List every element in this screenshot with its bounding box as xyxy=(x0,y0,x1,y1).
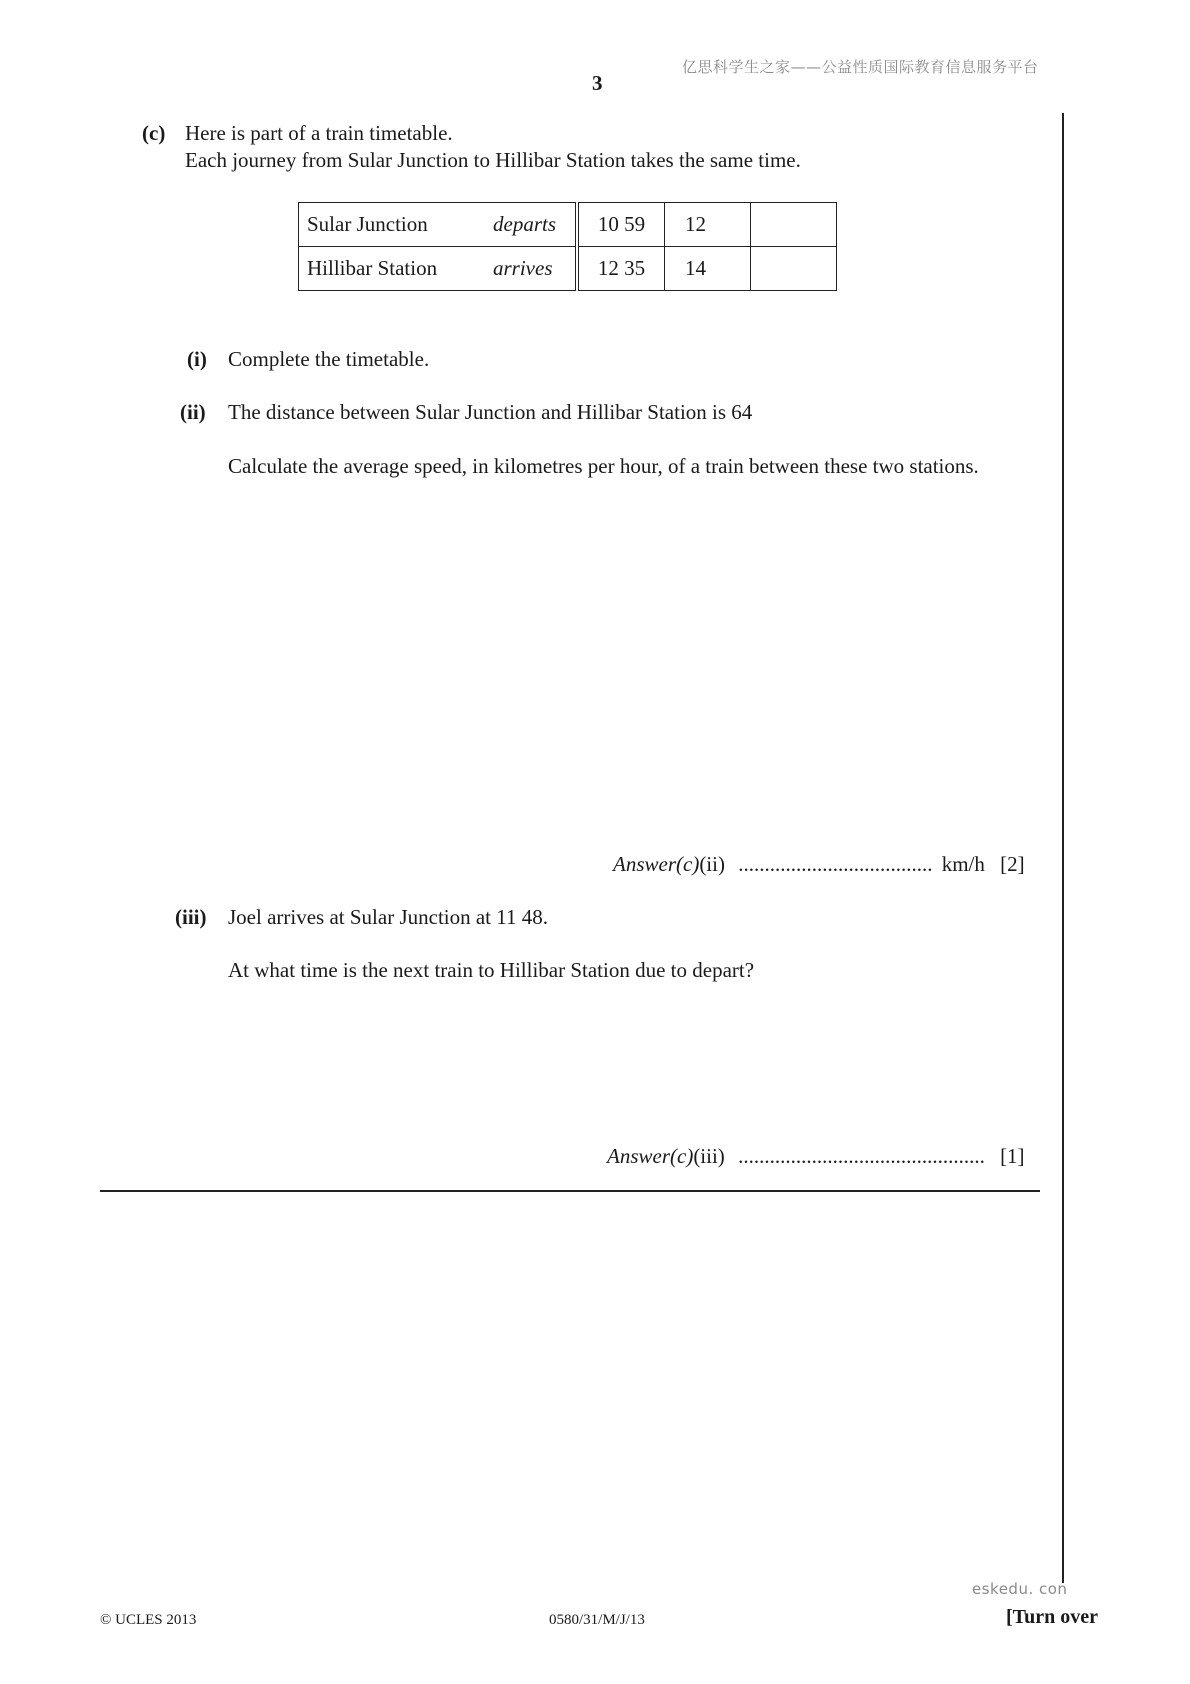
answer-iii-line xyxy=(607,1144,1025,1169)
copyright: © UCLES 2013 xyxy=(100,1612,197,1628)
answer-unit: km/h xyxy=(941,852,985,876)
time-cell: 10 59 xyxy=(577,203,665,247)
station-name: Hillibar Station xyxy=(307,256,438,280)
answer-iii-dots[interactable]: ............................................... xyxy=(738,1144,985,1168)
part-c-label: (c) xyxy=(142,121,166,145)
marks: [2] xyxy=(1000,852,1025,876)
sub-ii-label: (ii) xyxy=(180,400,206,424)
table-row xyxy=(299,203,837,247)
time-cell-blank xyxy=(751,203,837,247)
top-watermark: 亿思科学生之家——公益性质国际教育信息服务平台 xyxy=(682,58,1039,76)
station-verb: arrives xyxy=(493,256,553,280)
answer-part: (ii) xyxy=(699,852,725,876)
section-divider xyxy=(100,1190,1040,1192)
part-c-intro-line2: Each journey from Sular Junction to Hillibar Station takes the same time. xyxy=(185,148,801,172)
station-name: Sular Junction xyxy=(307,212,428,236)
time-cell: 12 35 xyxy=(577,247,665,291)
answer-ii-line xyxy=(613,852,1025,877)
sub-i-label: (i) xyxy=(187,347,207,371)
margin-line xyxy=(1062,113,1064,1583)
marks: [1] xyxy=(1000,1144,1025,1168)
time-cell: 14 xyxy=(665,247,751,291)
sub-iii-text1: Joel arrives at Sular Junction at 11 48. xyxy=(228,905,548,929)
answer-part: (iii) xyxy=(693,1144,725,1168)
station-verb: departs xyxy=(493,212,556,236)
bottom-watermark: eskedu. con xyxy=(972,1580,1068,1598)
table-row xyxy=(299,247,837,291)
station-cell xyxy=(299,247,578,291)
sub-iii-text2: At what time is the next train to Hillibar Station due to depart? xyxy=(228,958,755,982)
station-cell xyxy=(299,203,578,247)
sub-ii-text2: Calculate the average speed, in kilometres per hour, of a train between these two stations. xyxy=(228,454,979,478)
sub-ii-text1: The distance between Sular Junction and Hillibar Station is 64 xyxy=(228,400,753,424)
turn-over: [Turn over xyxy=(1006,1606,1099,1628)
part-c-intro-line1: Here is part of a train timetable. xyxy=(185,121,453,145)
page-number: 3 xyxy=(592,71,603,95)
answer-ii-dots[interactable]: ..................................... xyxy=(738,852,933,876)
answer-prefix: Answer(c) xyxy=(613,852,700,876)
sub-iii-label: (iii) xyxy=(175,905,207,929)
time-cell: 12 xyxy=(665,203,751,247)
paper-code: 0580/31/M/J/13 xyxy=(549,1612,645,1628)
sub-i-text: Complete the timetable. xyxy=(228,347,430,371)
answer-prefix: Answer(c) xyxy=(607,1144,694,1168)
time-cell-blank xyxy=(751,247,837,291)
train-timetable xyxy=(298,202,837,291)
